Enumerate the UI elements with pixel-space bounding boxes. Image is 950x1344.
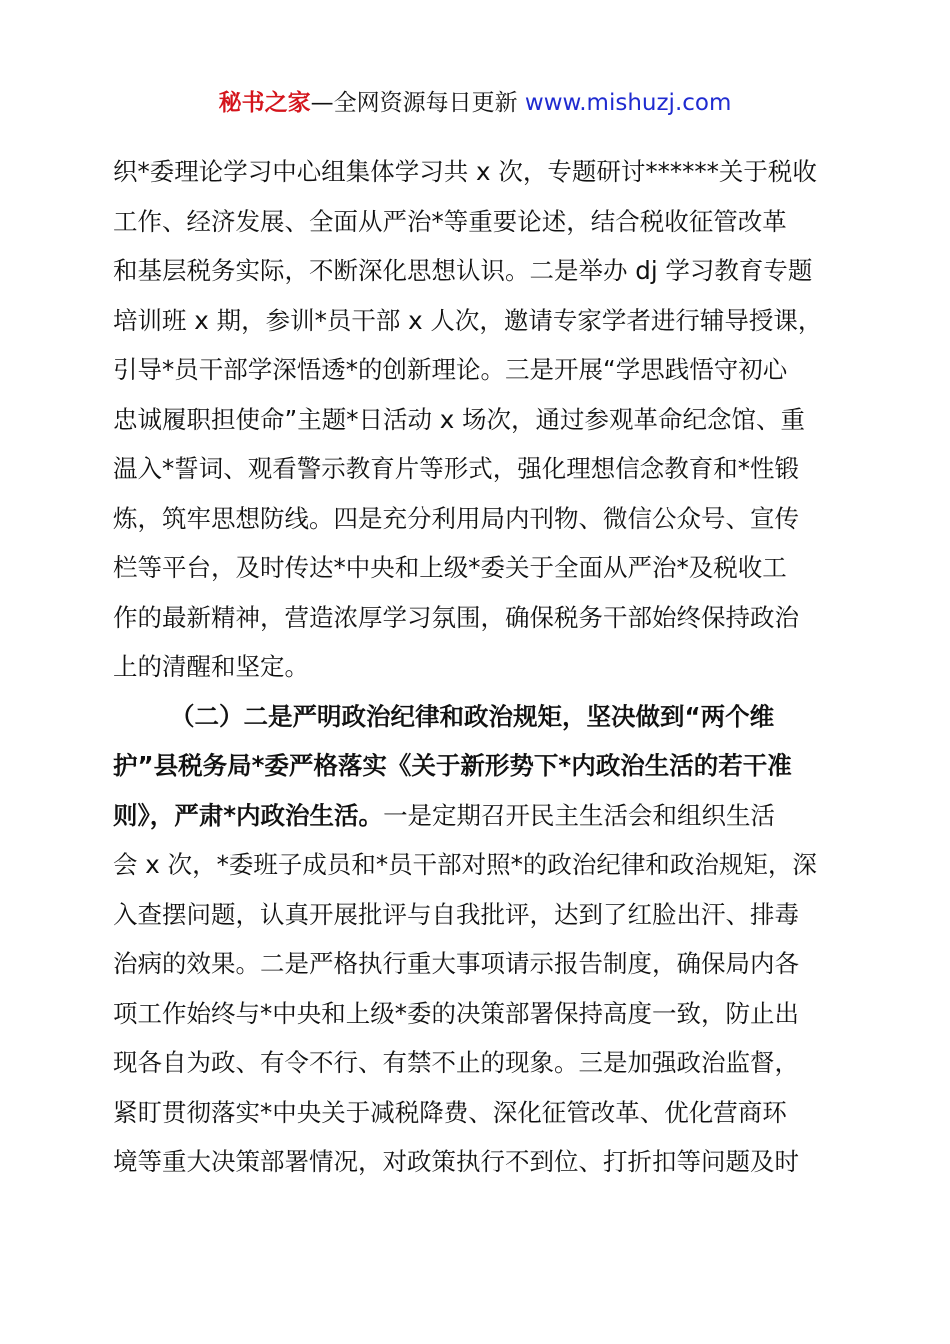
paragraph-line: 和基层税务实际，不断深化思想认识。二是举办 dj 学习教育专题 bbox=[113, 256, 813, 285]
paragraph-1 bbox=[113, 147, 843, 692]
header-tagline: —全网资源每日更新 bbox=[310, 90, 525, 116]
paragraph-line: 会 x 次，*委班子成员和*员干部对照*的政治纪律和政治规矩，深 bbox=[113, 850, 817, 879]
website-link[interactable]: www.mishuzj.com bbox=[524, 90, 732, 116]
paragraph-2 bbox=[113, 692, 843, 1187]
paragraph-line: 现各自为政、有令不行、有禁不止的现象。三是加强政治监督， bbox=[113, 1048, 799, 1077]
paragraph-line: 治病的效果。二是严格执行重大事项请示报告制度，确保局内各 bbox=[113, 949, 799, 978]
paragraph-line: 炼，筑牢思想防线。四是充分利用局内刊物、微信公众号、宣传 bbox=[113, 503, 799, 533]
section-heading-end: 则》，严肃*内政治生活。 bbox=[113, 800, 384, 830]
paragraph-line: 培训班 x 期，参训*员干部 x 人次，邀请专家学者进行辅导授课， bbox=[113, 305, 823, 335]
document-header bbox=[0, 86, 950, 120]
paragraph-line: 上的清醒和坚定。 bbox=[113, 652, 309, 681]
paragraph-line: 温入*誓词、观看警示教育片等形式，强化理想信念教育和*性锻 bbox=[113, 454, 799, 483]
document-body bbox=[113, 147, 843, 1187]
paragraph-line: 境等重大决策部署情况，对政策执行不到位、打折扣等问题及时 bbox=[113, 1147, 799, 1176]
paragraph-line: 入查摆问题，认真开展批评与自我批评，达到了红脸出汗、排毒 bbox=[113, 899, 799, 929]
paragraph-line: 作的最新精神，营造浓厚学习氛围，确保税务干部始终保持政治 bbox=[113, 602, 799, 632]
paragraph-line: 织*委理论学习中心组集体学习共 x 次，专题研讨******关于税收 bbox=[113, 157, 817, 186]
section-heading-line: 护”县税务局*委严格落实《关于新形势下*内政治生活的若干准 bbox=[113, 751, 792, 780]
paragraph-line-start: 一是定期召开民主生活会和组织生活 bbox=[383, 800, 776, 830]
paragraph-line: 紧盯贯彻落实*中央关于减税降费、深化征管改革、优化营商环 bbox=[113, 1097, 787, 1127]
paragraph-line: 栏等平台，及时传达*中央和上级*委关于全面从严治*及税收工 bbox=[113, 553, 787, 582]
section-heading-mixed-line bbox=[113, 791, 843, 841]
paragraph-line: 忠诚履职担使命”主题*日活动 x 场次，通过参观革命纪念馆、重 bbox=[113, 404, 806, 434]
paragraph-line: 项工作始终与*中央和上级*委的决策部署保持高度一致，防止出 bbox=[113, 998, 799, 1028]
brand-name: 秘书之家 bbox=[218, 90, 311, 116]
paragraph-line: 引导*员干部学深悟透*的创新理论。三是开展“学思践悟守初心 bbox=[113, 355, 788, 384]
paragraph-line: 工作、经济发展、全面从严治*等重要论述，结合税收征管改革 bbox=[113, 206, 787, 236]
section-heading-line: （二）二是严明政治纪律和政治规矩，坚决做到“两个维 bbox=[170, 701, 775, 731]
